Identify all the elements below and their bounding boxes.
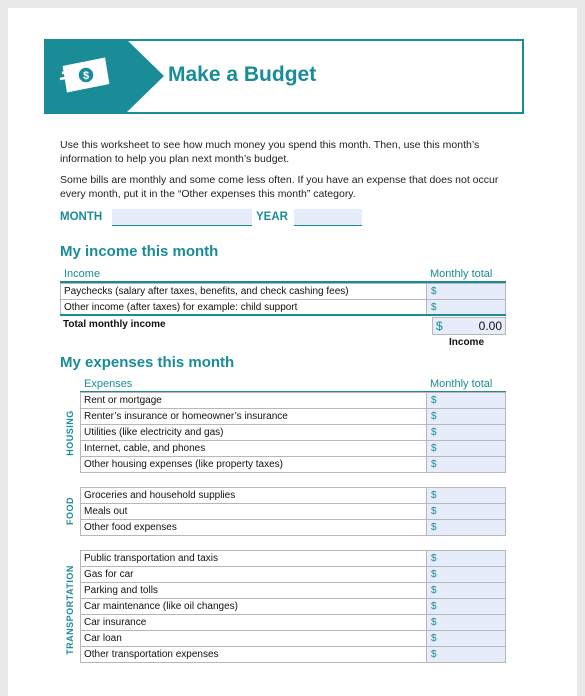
expense-row-label: Gas for car [81, 567, 427, 583]
expense-amount-field[interactable]: $ [427, 551, 506, 567]
svg-text:$: $ [82, 70, 90, 82]
housing-table [80, 392, 506, 473]
banner-icon-block [44, 39, 126, 114]
income-total-caption: Income [449, 337, 485, 348]
income-total-currency: $ [436, 319, 443, 333]
expense-row-label: Other housing expenses (like property taxes) [81, 457, 427, 473]
expense-amount-field[interactable]: $ [427, 647, 506, 663]
income-col-header: Income [64, 268, 101, 280]
group-label-housing: HOUSING [65, 410, 75, 456]
table-row [81, 441, 506, 457]
food-table [80, 487, 506, 536]
table-row [81, 551, 506, 567]
income-total-field [432, 317, 506, 335]
intro-paragraph-2: Some bills are monthly and some come less often. If you have an expense that does not occur every month, put it in the “Other expenses this month” category. [60, 174, 499, 200]
expense-row-label: Parking and tolls [81, 583, 427, 599]
expense-row-label: Other food expenses [81, 520, 427, 536]
income-row-label: Paychecks (salary after taxes, benefits, and check cashing fees) [61, 284, 427, 300]
expenses-total-col-header: Monthly total [430, 378, 493, 390]
table-row [81, 647, 506, 663]
expense-row-label: Car maintenance (like oil changes) [81, 599, 427, 615]
expense-row-label: Internet, cable, and phones [81, 441, 427, 457]
income-table [60, 283, 506, 316]
table-row [81, 457, 506, 473]
intro-paragraph-1: Use this worksheet to see how much money you spend this month. Then, use this month’s information to help you plan next month’s budget. [60, 139, 480, 165]
document-page [8, 8, 577, 696]
year-field[interactable] [294, 209, 362, 226]
title-banner [44, 39, 524, 114]
expense-row-label: Meals out [81, 504, 427, 520]
expense-amount-field[interactable]: $ [427, 425, 506, 441]
table-row [61, 284, 506, 300]
expense-amount-field[interactable]: $ [427, 457, 506, 473]
table-row [81, 504, 506, 520]
expenses-col-header: Expenses [84, 378, 133, 390]
expense-amount-field[interactable]: $ [427, 441, 506, 457]
expense-amount-field[interactable]: $ [427, 567, 506, 583]
month-field[interactable] [112, 209, 252, 226]
month-label: MONTH [60, 211, 103, 223]
expense-amount-field[interactable]: $ [427, 393, 506, 409]
expense-row-label: Utilities (like electricity and gas) [81, 425, 427, 441]
expense-amount-field[interactable]: $ [427, 520, 506, 536]
table-row [81, 567, 506, 583]
money-icon [44, 39, 126, 114]
table-row [81, 425, 506, 441]
income-total-col-header: Monthly total [430, 268, 493, 280]
table-row [81, 615, 506, 631]
table-row [81, 583, 506, 599]
expense-row-label: Car insurance [81, 615, 427, 631]
group-label-food: FOOD [65, 497, 75, 525]
banner-arrow [126, 39, 164, 113]
expense-row-label: Other transportation expenses [81, 647, 427, 663]
income-amount-field[interactable]: $ [427, 300, 506, 316]
income-amount-field[interactable]: $ [427, 284, 506, 300]
expense-amount-field[interactable]: $ [427, 409, 506, 425]
transportation-table [80, 550, 506, 663]
expense-amount-field[interactable]: $ [427, 583, 506, 599]
table-row [81, 599, 506, 615]
expense-amount-field[interactable]: $ [427, 599, 506, 615]
expense-amount-field[interactable]: $ [427, 488, 506, 504]
table-row [81, 520, 506, 536]
income-total-label: Total monthly income [63, 319, 166, 330]
expense-amount-field[interactable]: $ [427, 631, 506, 647]
expense-amount-field[interactable]: $ [427, 504, 506, 520]
table-row [81, 488, 506, 504]
expense-row-label: Groceries and household supplies [81, 488, 427, 504]
table-row [81, 393, 506, 409]
expense-row-label: Car loan [81, 631, 427, 647]
table-row [81, 409, 506, 425]
year-label: YEAR [256, 211, 288, 223]
expense-amount-field[interactable]: $ [427, 615, 506, 631]
income-section-title: My income this month [60, 243, 219, 260]
income-total-rule [60, 314, 506, 316]
expense-row-label: Rent or mortgage [81, 393, 427, 409]
expenses-section-title: My expenses this month [60, 354, 235, 371]
expense-row-label: Public transportation and taxis [81, 551, 427, 567]
table-row [81, 631, 506, 647]
page-title: Make a Budget [168, 63, 317, 86]
income-total-value: 0.00 [478, 319, 502, 333]
expense-row-label: Renter’s insurance or homeowner’s insurance [81, 409, 427, 425]
income-row-label: Other income (after taxes) for example: child support [61, 300, 427, 316]
group-label-transportation: TRANSPORTATION [65, 565, 75, 655]
